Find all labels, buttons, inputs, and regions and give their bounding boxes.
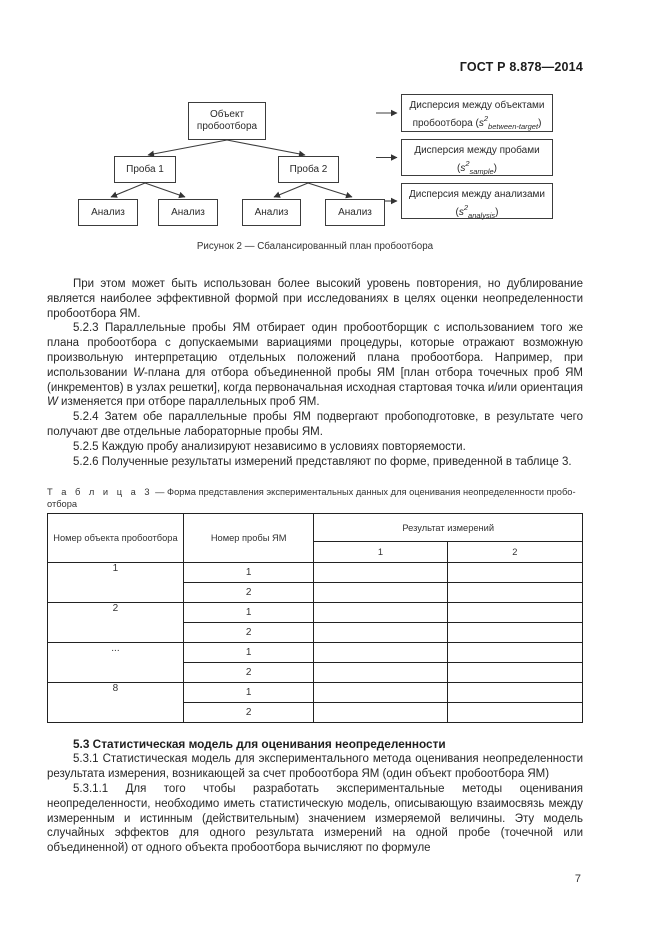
tree-node-analysis-2-label: Анализ [171, 206, 205, 218]
result-cell [314, 603, 447, 623]
variance-box-analysis-formula: $(s^2_{analysis})$ [455, 203, 499, 220]
sample-number-cell: 1 [183, 603, 314, 623]
paragraph-5-2-5: 5.2.5 Каждую пробу анализируют независимо в условиях повторяемости. [73, 440, 466, 453]
col-header-sample: Номер пробы ЯМ [183, 514, 314, 563]
tree-node-object [188, 102, 266, 140]
sample-number-cell: 1 [183, 683, 314, 703]
paragraph-5-2-3: 5.2.3 Параллельные пробы ЯМ отбирает один пробоотборщик с использованием того же плана пробоотбора с допускаемыми вариациями процедуры, которые отражают возможную произвольную интерпретацию отдельных положений плана пробоотбора. Например, при использовании W-плана для отбора объединенной пробы ЯМ [план отбора точечных проб ЯМ (инкрементов) в узлах решетки], когда первоначальная исходная стартовая точка и/или ориентация W изменяется при отборе параллельных проб ЯМ. [47, 322, 583, 409]
variance-box-analysis-line1: Дисперсия между анализами [409, 189, 545, 200]
result-cell [314, 663, 447, 683]
result-cell [314, 623, 447, 643]
sample-number-cell: 2 [183, 583, 314, 603]
object-number-cell: 8 [48, 683, 184, 723]
tree-node-analysis-3 [242, 199, 301, 226]
data-table [47, 513, 583, 723]
table-caption-line1: Т а б л и ц а 3 — Форма представления экспериментальных данных для оценивания неопределенности пробо- [47, 487, 576, 498]
result-cell [447, 563, 582, 583]
paragraph-intro: При этом может быть использован более высокий уровень повторения, но дублирование является наиболее эффективной формой при исследованиях в целях оценки неопределенности пробоотбора ЯМ. [47, 278, 583, 320]
col-header-object: Номер объекта пробоотбора [48, 514, 184, 563]
paragraph-5-2-6: 5.2.6 Полученные результаты измерений представляют по форме, приведенной в таблице 3. [73, 455, 572, 468]
w-plan-symbol: W [133, 366, 145, 379]
tree-node-analysis-3-label: Анализ [254, 206, 289, 218]
variance-box-sample-line1: Дисперсия между пробами [414, 145, 540, 156]
result-cell [447, 663, 582, 683]
col-subheader-1: 1 [314, 542, 447, 563]
table-caption [47, 486, 583, 510]
table-row [48, 643, 583, 663]
tree-node-analysis-4-label: Анализ [338, 206, 372, 218]
object-number-cell: ... [48, 643, 184, 683]
variance-box-between-target-formula: пробоотбора $(s^2_{between-target})$ [412, 114, 542, 131]
sample-number-cell: 2 [183, 663, 314, 683]
sample-number-cell: 2 [183, 703, 314, 723]
paragraph-5-3-1-1: 5.3.1.1 Для того чтобы разработать экспериментальные методы оценивания неопределенности, необходимо иметь статистическую модель, описывающую взаимосвязь между измеренным и истинным (действительным) значением измеряемой величины. Эту модель случайных эффектов для одного результата измерений на одной пробе (точечной или объединенной) от одного объекта пробоотбора вычисляют по формуле [47, 782, 583, 855]
variance-box-between-target [401, 94, 553, 132]
paragraph-5-2-4: 5.2.4 Затем обе параллельные пробы ЯМ подвергают пробоподготовке, в результате чего получают две отдельные лабораторные пробы ЯМ. [47, 411, 583, 438]
tree-node-analysis-2 [158, 199, 218, 226]
variance-box-between-target-line1: Дисперсия между объектами [409, 100, 545, 111]
tree-node-sample-1 [114, 156, 176, 183]
table-row [48, 563, 583, 583]
tree-node-sample-1-label: Проба 1 [126, 163, 164, 175]
result-cell [314, 583, 447, 603]
tree-node-analysis-1-label: Анализ [91, 206, 125, 218]
w-plan-symbol: W [47, 396, 58, 409]
variance-box-sample [401, 139, 553, 176]
result-cell [447, 643, 582, 663]
variance-box-sample-formula: $(s^2_{sample})$ [456, 159, 498, 176]
result-cell [447, 583, 582, 603]
col-subheader-2: 2 [447, 542, 582, 563]
page-number: 7 [574, 872, 581, 885]
object-number-cell: 1 [48, 563, 184, 603]
doc-code: ГОСТ Р 8.878—2014 [459, 60, 583, 74]
figure-caption: Рисунок 2 — Сбалансированный план пробоотбора [196, 241, 434, 252]
result-cell [314, 563, 447, 583]
result-cell [447, 703, 582, 723]
table-caption-line2: отбора [47, 499, 78, 510]
sample-number-cell: 2 [183, 623, 314, 643]
col-header-results: Результат измерений [314, 514, 583, 542]
table-row [48, 683, 583, 703]
section-heading-5-3: 5.3 Статистическая модель для оценивания неопределенности [73, 737, 446, 752]
result-cell [447, 603, 582, 623]
variance-box-analysis [401, 183, 553, 219]
paragraph-5-3-1: 5.3.1 Статистическая модель для экспериментального метода оценивания неопределенности результата измерения, возникающей за счет пробоотбора ЯМ (один объект пробоотбора ЯМ) [47, 753, 583, 781]
tree-node-object-label: Объект пробоотбора [196, 109, 258, 132]
figure-diagram [47, 92, 583, 232]
table-row [48, 603, 583, 623]
result-cell [314, 643, 447, 663]
tree-node-sample-2 [278, 156, 339, 183]
body-text [47, 277, 583, 469]
result-cell [447, 623, 582, 643]
tree-node-sample-2-label: Проба 2 [289, 163, 328, 175]
sample-number-cell: 1 [183, 643, 314, 663]
sample-number-cell: 1 [183, 563, 314, 583]
tree-node-analysis-4 [325, 199, 385, 226]
result-cell [314, 703, 447, 723]
tree-node-analysis-1 [78, 199, 138, 226]
result-cell [447, 683, 582, 703]
object-number-cell: 2 [48, 603, 184, 643]
result-cell [314, 683, 447, 703]
